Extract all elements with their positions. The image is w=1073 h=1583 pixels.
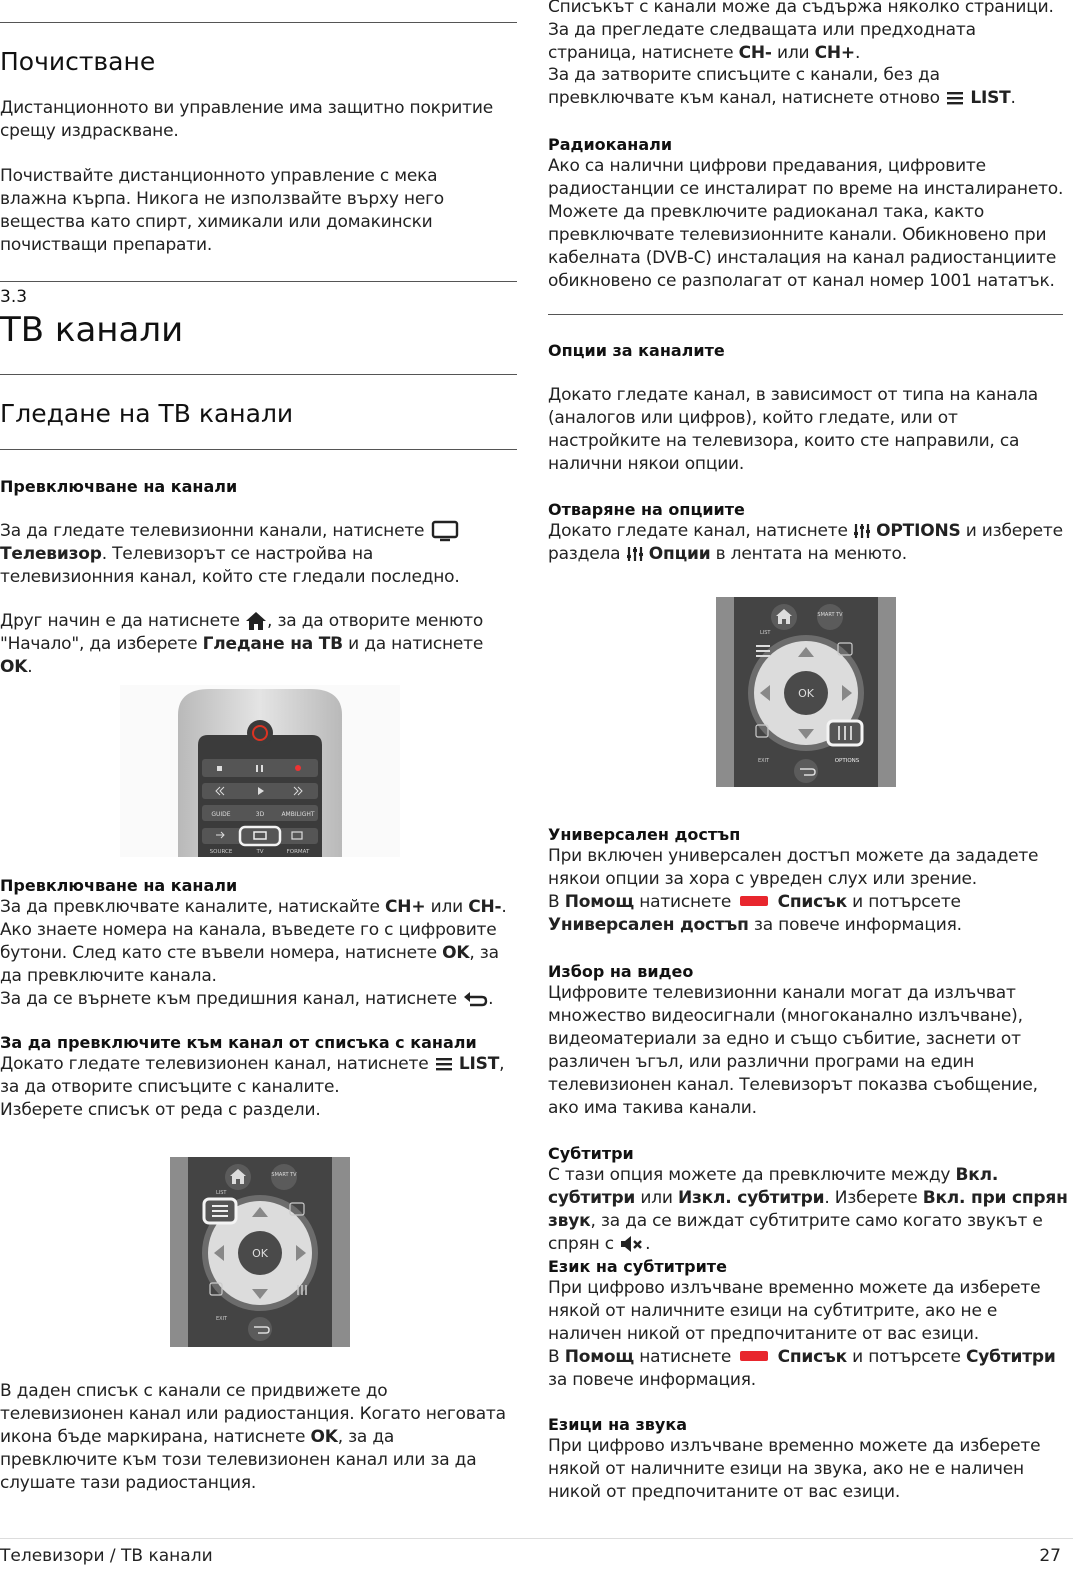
- remote-label-list: LIST: [760, 630, 771, 636]
- fromlist-heading: За да превключите към канал от списъка с канали: [0, 1033, 477, 1052]
- subtitles-text: [548, 1164, 1068, 1256]
- fromlist-line-2: Изберете списък от реда с раздели.: [0, 1100, 321, 1120]
- switch-paragraph-1: [0, 520, 510, 589]
- remote-label-format: FORMAT: [286, 849, 310, 855]
- switch-paragraph-2: [0, 610, 510, 679]
- cleaning-title: Почистване: [0, 47, 156, 76]
- radio-text: Ако са налични цифрови предавания, цифровите радиостанции се инсталират по време на инсталирането. Можете да превключите радиоканал така, както превключвате телевизионните канали. Обикновено при кабелната (DVB-C) инсталация на канал радиостанциите обикновено се разполагат от канал номер 1001 нататък.: [548, 156, 1064, 291]
- text: натиснете: [639, 1347, 732, 1367]
- text-bold: Списък: [777, 1347, 847, 1367]
- remote-label-ok: OK: [798, 687, 814, 700]
- text-bold: OK: [442, 943, 470, 963]
- text: .: [854, 43, 861, 63]
- footer-breadcrumb: Телевизори / ТВ канали: [0, 1546, 213, 1566]
- options-icon: [853, 522, 871, 540]
- text-bold: Помощ: [564, 892, 634, 912]
- text: , за да превключите към този телевизионен канал или за да слушате тази радиостанция.: [0, 1427, 477, 1493]
- remote-label-exit: EXIT: [758, 758, 770, 764]
- text-bold: Списък: [777, 892, 847, 912]
- sublang-line-2: [548, 1346, 1064, 1392]
- remote-label-ok: OK: [252, 1247, 268, 1260]
- list-close-line: [548, 64, 1064, 110]
- switch2-line-3: За да се върнете към предишния канал, натиснете .: [0, 989, 494, 1009]
- text: , за да отворите списъците с каналите.: [0, 1054, 505, 1097]
- divider: [0, 22, 517, 23]
- back-icon: [462, 991, 488, 1007]
- text: В: [548, 892, 560, 912]
- text: или: [430, 897, 463, 917]
- text: , за да превключите канала.: [0, 943, 499, 986]
- remote-image-options-button: [716, 597, 896, 787]
- text: .: [1010, 88, 1016, 108]
- sublang-line-1: При цифрово излъчване временно можете да изберете някой от наличните езици на субтитрите, ако не е наличен никой от предпочитаните от вас езици.: [548, 1278, 1041, 1344]
- text: за повече информация.: [548, 1370, 756, 1390]
- list-icon: [945, 90, 965, 106]
- red-color-key-icon: [740, 1351, 768, 1361]
- video-text: Цифровите телевизионни канали могат да излъчват множество видеосигнали (многоканално излъчване), видеоматериали за едно и също събитие, заснети от различен ъгъл, или различни програми на един телевизионен канал. Телевизорът показва съобщение, ако има такива канали.: [548, 983, 1038, 1118]
- fromlist-line-1: [0, 1053, 515, 1099]
- text: или: [777, 43, 810, 63]
- tv-icon: [430, 520, 460, 542]
- remote-label-options: OPTIONS: [834, 758, 860, 764]
- switch2-heading: Превключване на канали: [0, 876, 238, 895]
- remote-image-list-button: [170, 1157, 350, 1347]
- audiolang-heading: Езици на звука: [548, 1415, 688, 1434]
- subtitles-heading: Субтитри: [548, 1144, 634, 1163]
- text-bold: Субтитри: [966, 1347, 1056, 1367]
- remote-image-tv-button: [120, 685, 400, 857]
- text-bold: Изкл. субтитри: [677, 1188, 825, 1208]
- text-bold: CH+: [385, 897, 426, 917]
- cleaning-paragraph-2: Почиствайте дистанционното управление с мека влажна кърпа. Никога не използвайте върху него вещества като спирт, химикали или домакински почистващи препарати.: [0, 166, 445, 255]
- divider: [0, 374, 517, 375]
- divider: [0, 449, 517, 450]
- text: За да гледате телевизионни канали, натиснете: [0, 521, 425, 541]
- text-bold: Гледане на ТВ: [202, 634, 343, 654]
- options-icon: [626, 545, 644, 563]
- text: и потърсете: [852, 1347, 961, 1367]
- text: . Телевизорът се настройва на телевизионния канал, който сте гледали последно.: [0, 544, 460, 587]
- options-title: Опции за каналите: [548, 341, 725, 360]
- text-bold: OK: [310, 1427, 338, 1447]
- switch-heading: Превключване на канали: [0, 477, 238, 496]
- switch2-line-2: [0, 919, 515, 988]
- audiolang-text: При цифрово излъчване временно можете да изберете някой от наличните езици на звука, ако не е наличен никой от предпочитаните от вас езици.: [548, 1436, 1041, 1502]
- section-title: Гледане на ТВ канали: [0, 399, 294, 428]
- cleaning-paragraph-1: Дистанционното ви управление има защитно покритие срещу издраскване.: [0, 98, 493, 141]
- switch2-line-1: [0, 896, 515, 919]
- text: Списъкът с канали може да съдържа няколко страници. За да прегледате следващата или предходната страница, натиснете: [548, 0, 1054, 63]
- remote-label-ambilight: AMBILIGHT: [281, 811, 315, 818]
- text: натиснете: [639, 892, 732, 912]
- text: За да превключвате каналите, натискайте: [0, 897, 380, 917]
- text: Ако знаете номера на канала, въведете го с цифровите бутони. След като сте въвели номера, натиснете: [0, 920, 497, 963]
- universal-line-2: [548, 891, 1064, 937]
- text-bold: Вкл. при спрян звук: [548, 1188, 1068, 1231]
- final-paragraph: [0, 1380, 515, 1495]
- remote-label-list: LIST: [216, 1190, 227, 1196]
- text: В даден списък с канали се придвижете до телевизионен канал или радиостанция. Когато неговата икона бъде маркирана, натиснете: [0, 1381, 506, 1447]
- text: За да се върнете към предишния канал, натиснете: [0, 989, 457, 1009]
- options-open-line: [548, 520, 1064, 566]
- page-number: 27: [1039, 1546, 1061, 1566]
- text-bold: CH-: [738, 43, 772, 63]
- home-icon: [245, 611, 267, 631]
- text-bold: CH+: [814, 43, 855, 63]
- text: за повече информация.: [753, 915, 962, 935]
- text: .: [501, 897, 507, 917]
- remote-label-guide: GUIDE: [211, 811, 231, 818]
- text: В: [548, 1347, 560, 1367]
- footer-divider: [0, 1538, 1073, 1539]
- red-color-key-icon: [740, 896, 768, 906]
- remote-label-source: SOURCE: [209, 849, 233, 855]
- mute-icon: [619, 1235, 645, 1253]
- video-heading: Избор на видео: [548, 962, 694, 981]
- radio-heading: Радиоканали: [548, 135, 673, 154]
- text-bold: Вкл. субтитри: [548, 1165, 999, 1208]
- list-pages-line: [548, 0, 1064, 65]
- remote-label-smart: SMART TV: [271, 1172, 297, 1178]
- text-bold: LIST: [458, 1054, 500, 1074]
- text-bold: Универсален достъп: [548, 915, 749, 935]
- text-bold: Опции: [648, 544, 711, 564]
- text: С тази опция можете да превключите между: [548, 1165, 951, 1185]
- list-icon: [434, 1056, 454, 1072]
- text: .: [27, 657, 33, 677]
- text-bold: OK: [0, 657, 28, 677]
- universal-line-1: При включен универсален достъп можете да зададете някои опции за хора с увреден слух или зрение.: [548, 846, 1039, 889]
- text: Докато гледате канал, натиснете: [548, 521, 848, 541]
- text: , за да отворите менюто "Начало", да изберете: [0, 611, 484, 654]
- text-bold: Телевизор: [0, 544, 102, 564]
- sublang-heading: Език на субтитрите: [548, 1257, 727, 1276]
- text: или: [640, 1188, 673, 1208]
- text: За да затворите списъците с канали, без да превключвате към канал, натиснете отново: [548, 65, 940, 108]
- options-open-heading: Отваряне на опциите: [548, 500, 745, 519]
- text-bold: OPTIONS: [876, 521, 961, 541]
- text: , за да се виждат субтитрите само когато звукът е спрян с: [548, 1211, 1043, 1254]
- remote-label-smart: SMART TV: [817, 612, 843, 618]
- text: и да натиснете: [348, 634, 484, 654]
- options-paragraph: Докато гледате канал, в зависимост от типа на канала (аналогов или цифров), който гледате, или от настройките на телевизора, които сте направили, са налични някои опции.: [548, 385, 1039, 474]
- text: .: [645, 1234, 651, 1254]
- divider: [0, 281, 517, 282]
- text: в лентата на менюто.: [715, 544, 907, 564]
- chapter-number: 3.3: [0, 287, 28, 307]
- text-bold: LIST: [970, 88, 1011, 108]
- text-bold: Помощ: [564, 1347, 634, 1367]
- text: и потърсете: [852, 892, 961, 912]
- text: . Изберете: [824, 1188, 918, 1208]
- text-bold: CH-: [468, 897, 502, 917]
- text: Докато гледате телевизионен канал, натиснете: [0, 1054, 429, 1074]
- text: Друг начин е да натиснете: [0, 611, 240, 631]
- chapter-title: ТВ канали: [0, 310, 184, 350]
- text: и изберете раздела: [548, 521, 1063, 564]
- remote-label-exit: EXIT: [216, 1316, 228, 1322]
- remote-label-tv: TV: [256, 849, 264, 855]
- remote-label-3d: 3D: [255, 811, 265, 818]
- divider: [548, 314, 1063, 315]
- universal-heading: Универсален достъп: [548, 825, 741, 844]
